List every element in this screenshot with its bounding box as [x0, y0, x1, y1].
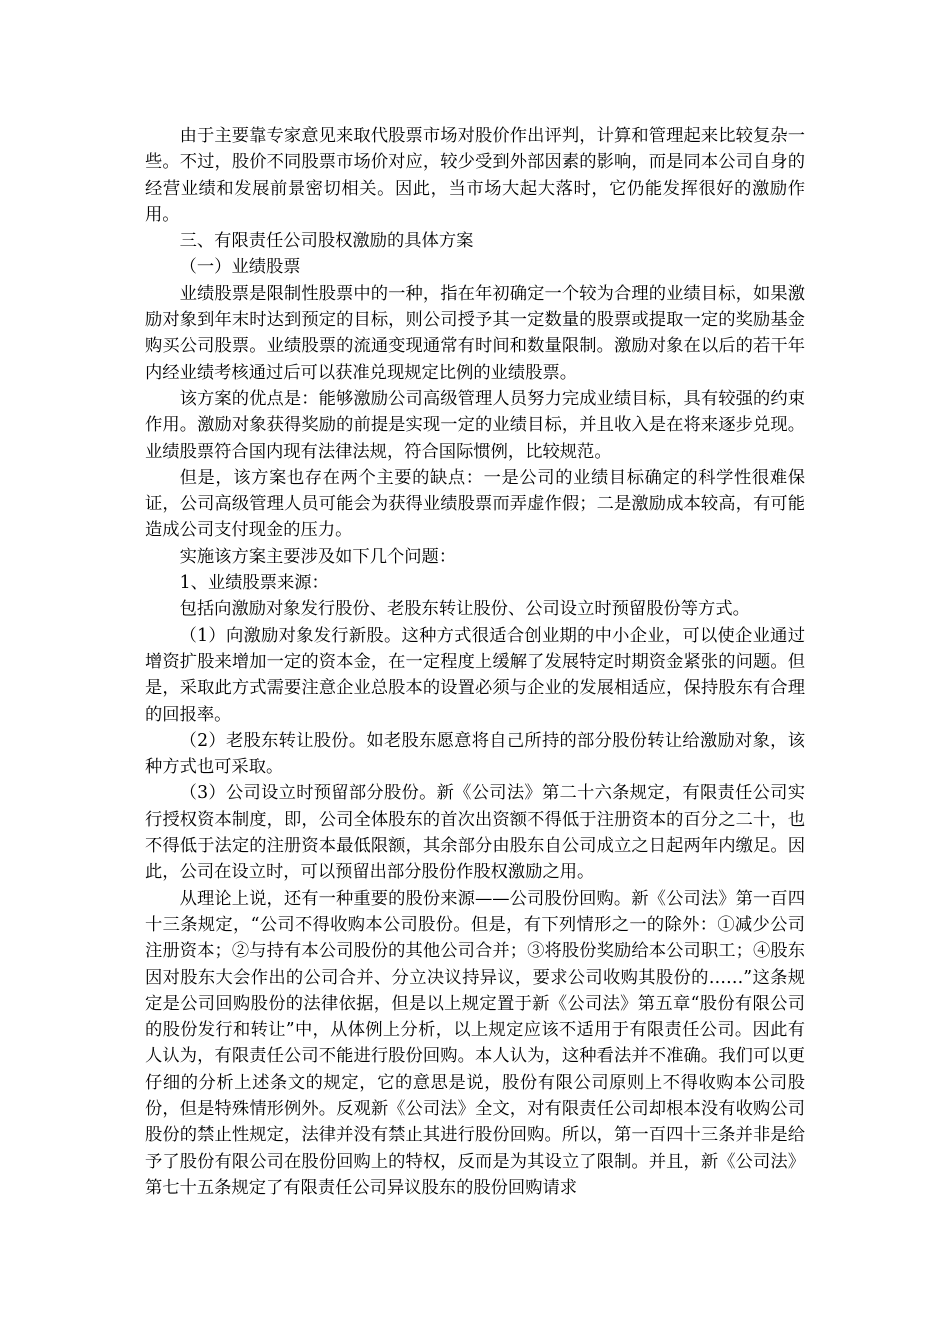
- list-heading-source: 1、业绩股票来源：: [179, 573, 329, 594]
- paragraph-definition: 业绩股票是限制性股票中的一种，指在年初确定一个较为合理的业绩目标，如果激励对象到年末时达到预定的目标，则公司授予其一定数量的股票或提取一定的奖励基金购买公司股票。业绩股票的流通变现通常有时间和数量限制。激励对象在以后的若干年内经业绩考核通过后可以获准兑现规定比例的业绩股票。: [145, 283, 805, 383]
- list-item-reserved: （3）公司设立时预留部分股份。新《公司法》第二十六条规定，有限责任公司实行授权资本制度，即，公司全体股东的首次出资额不得低于注册资本的百分之二十，也不得低于法定的注册资本最低限额，其余部分由股东自公司成立之日起两年内缴足。因此，公司在设立时，可以预留出部分股份作股权激励之用。: [145, 783, 805, 883]
- paragraph-disadvantages: 但是，该方案也存在两个主要的缺点：一是公司的业绩目标确定的科学性很难保证，公司高级管理人员可能会为获得业绩股票而弄虚作假；二是激励成本较高，有可能造成公司支付现金的压力。: [145, 467, 805, 541]
- paragraph-buyback: 从理论上说，还有一种重要的股份来源——公司股份回购。新《公司法》第一百四十三条规定，“公司不得收购本公司股份。但是，有下列情形之一的除外：①减少公司注册资本；②与持有本公司股份的其他公司合并；③将股份奖励给本公司职工；④股东因对股东大会作出的公司合并、分立决议持异议，要求公司收购其股份的……”这条规定是公司回购股份的法律依据，但是以上规定置于新《公司法》第五章“股份有限公司的股份发行和转让”中，从体例上分析，以上规定应该不适用于有限责任公司。因此有人认为，有限责任公司不能进行股份回购。本人认为，这种看法并不准确。我们可以更仔细的分析上述条文的规定，它的意思是说，股份有限公司原则上不得收购本公司股份，但是特殊情形例外。反观新《公司法》全文，对有限责任公司却根本没有收购公司股份的禁止性规定，法律并没有禁止其进行股份回购。所以，第一百四十三条并非是给予了股份有限公司在股份回购上的特权，反而是为其设立了限制。并且，新《公司法》第七十五条规定了有限责任公司异议股东的股份回购请求: [145, 888, 805, 1198]
- section-heading: 三、有限责任公司股权激励的具体方案: [179, 231, 474, 252]
- paragraph-advantages: 该方案的优点是：能够激励公司高级管理人员努力完成业绩目标，具有较强的约束作用。激励对象获得奖励的前提是实现一定的业绩目标，并且收入是在将来逐步兑现。业绩股票符合国内现有法律法规，符合国际惯例，比较规范。: [145, 388, 805, 462]
- document-body: [145, 123, 805, 1201]
- paragraph-source-methods: 包括向激励对象发行股份、老股东转让股份、公司设立时预留股份等方式。: [179, 599, 750, 620]
- list-item-new-shares: （1）向激励对象发行新股。这种方式很适合创业期的中小企业，可以使企业通过增资扩股来增加一定的资本金，在一定程度上缓解了发展特定时期资金紧张的问题。但是，采取此方式需要注意企业总股本的设置必须与企业的发展相适应，保持股东有合理的回报率。: [145, 625, 805, 725]
- list-item-transfer: （2）老股东转让股份。如老股东愿意将自己所持的部分股份转让给激励对象，该种方式也可采取。: [145, 730, 805, 778]
- subsection-heading: （一）业绩股票: [179, 257, 301, 278]
- paragraph-valuation-note: 由于主要靠专家意见来取代股票市场对股价作出评判，计算和管理起来比较复杂一些。不过，股价不同股票市场价对应，较少受到外部因素的影响，而是同本公司自身的经营业绩和发展前景密切相关。因此，当市场大起大落时，它仍能发挥很好的激励作用。: [145, 126, 805, 225]
- paragraph-issues-intro: 实施该方案主要涉及如下几个问题：: [179, 546, 457, 567]
